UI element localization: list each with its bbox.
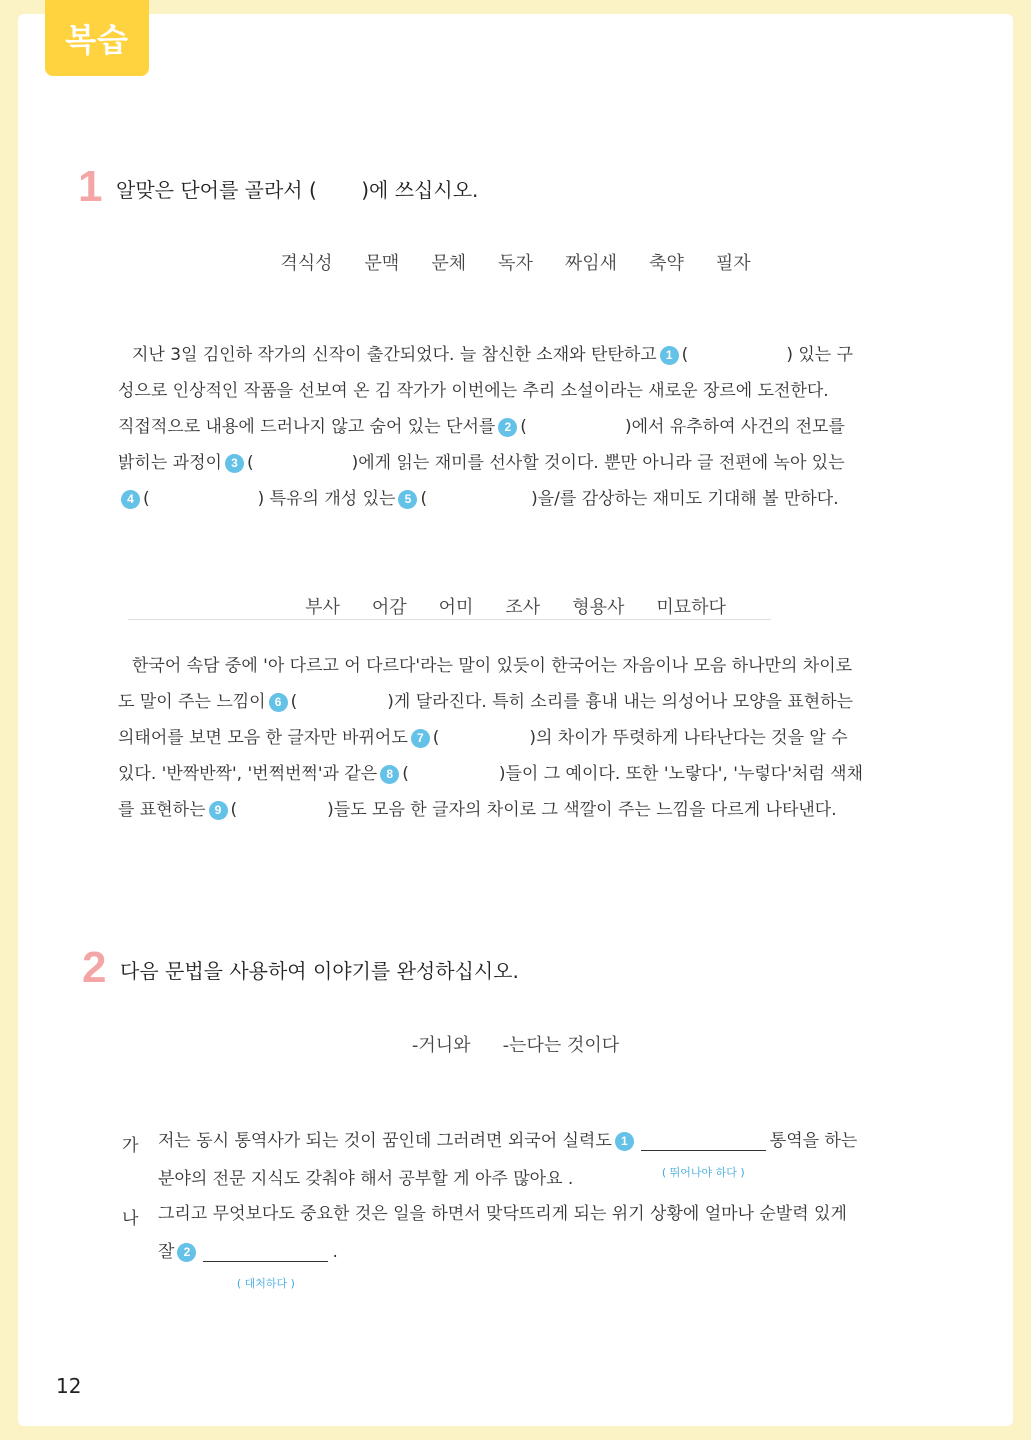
passage-text: 도 말이 주는 느낌이: [118, 692, 266, 712]
answer-blank[interactable]: [203, 1243, 328, 1290]
passage-text: )에게 읽는 재미를 선사할 것이다. 뿐만 아니라 글 전편에 녹아 있는: [351, 453, 845, 473]
speaker-ga-label: 가: [122, 1136, 139, 1156]
grammar-item: -는다는 것이다: [502, 1035, 620, 1056]
word-bank-item: 축약: [649, 253, 684, 274]
review-tag: 복습: [45, 0, 149, 76]
question-1-title: 알맞은 단어를 골라서 ( )에 쓰십시오.: [116, 178, 479, 202]
passage-text: ) 있는 구: [786, 345, 854, 365]
question-2-number: 2: [82, 943, 107, 992]
passage-text: 를 표현하는: [118, 800, 206, 820]
blank-hint: ( 대처하다 ): [236, 1276, 295, 1290]
dialog-na: [158, 1195, 878, 1290]
passage-2: 한국어 속담 중에 '아 다르고 어 다르다'라는 말이 있듯이 한국어는 자음이나 모음 하나만의 차이로 도 말이 주는 느낌이 6 ( )게 달라진다. 특히 소리를 흉내 내는 의성어나 모양을 표현하는 의태어를 보면 모음 한 글자만 바뀌어도 7 ( )의 차이가 뚜렷하게 나타난다는 것을 알 수 있다. '반짝반짝', '번쩍번쩍'과 같은 8 ( )들이 그 예이다. 또한 '노랗다', '누렇다'처럼 색채 를 표현하는 9 ( )들도 모음 한 글자의 차이로 그 색깔이 주는 느낌을 다르게 나타낸다.: [118, 648, 874, 828]
speaker-na-label: 나: [122, 1209, 139, 1229]
dialog-text: .: [332, 1242, 338, 1262]
divider: [128, 619, 771, 620]
blank-number-badge: 8: [380, 765, 399, 784]
question-1-number: 1: [78, 162, 103, 211]
question-2-title: 다음 문법을 사용하여 이야기를 완성하십시오.: [120, 959, 519, 983]
passage-text: )에서 유추하여 사건의 전모를: [624, 417, 845, 437]
passage-text: ) 특유의 개성 있는: [257, 489, 396, 509]
blank-number-badge: 9: [209, 801, 228, 820]
word-bank-item: 부사: [305, 597, 340, 618]
passage-text: 한국어 속담 중에 '아 다르고 어 다르다'라는 말이 있듯이 한국어는 자음이나 모음 하나만의 차이로: [132, 656, 853, 676]
passage-text: 직접적으로 내용에 드러나지 않고 숨어 있는 단서를: [118, 417, 496, 437]
word-bank-item: 어감: [371, 597, 407, 618]
grammar-item: -거니와: [411, 1035, 471, 1056]
word-bank-item: 격식성: [280, 253, 333, 274]
word-bank-item: 문맥: [364, 253, 400, 274]
passage-text: )의 차이가 뚜렷하게 나타난다는 것을 알 수: [529, 728, 848, 748]
passage-text: )을/를 감상하는 재미도 기대해 볼 만하다.: [531, 489, 839, 509]
blank-number-badge: 6: [269, 693, 288, 712]
blank-number-badge: 1: [615, 1132, 634, 1151]
word-bank-item: 조사: [505, 597, 541, 618]
passage-text: 있다. '반짝반짝', '번쩍번쩍'과 같은: [118, 764, 378, 784]
dialog-text: 그리고 무엇보다도 중요한 것은 일을 하면서 맞닥뜨리게 되는 위기 상황에 얼마나 순발력 있게: [158, 1204, 847, 1224]
blank-number-badge: 3: [225, 454, 244, 473]
word-bank-item: 독자: [498, 253, 533, 274]
passage-1: 지난 3일 김인하 작가의 신작이 출간되었다. 늘 참신한 소재와 탄탄하고 1 ( ) 있는 구 성으로 인상적인 작품을 선보여 온 김 작가가 이번에는 추리 소설이라는 새로운 장르에 도전한다. 직접적으로 내용에 드러나지 않고 숨어 있는 단서를 2 ( )에서 유추하여 사건의 전모를 밝히는 과정이 3 ( )에게 읽는 재미를 선사할 것이다. 뿐만 아니라 글 전편에 녹아 있는 4 ( ) 특유의 개성 있는 5 ( )을/를 감상하는 재미도 기대해 볼 만하다.: [118, 337, 874, 517]
blank-number-badge: 7: [411, 729, 430, 748]
dialog-text: 저는 동시 통역사가 되는 것이 꿈인데 그러려면 외국어 실력도: [158, 1131, 612, 1151]
blank-hint: ( 뛰어나야 하다 ): [661, 1165, 745, 1179]
dialog-ga: [158, 1122, 878, 1198]
dialog-text: 잘: [158, 1242, 175, 1262]
word-bank-item: 문체: [431, 253, 467, 274]
word-bank-1: [0, 249, 1031, 275]
passage-text: )들이 그 예이다. 또한 '노랗다', '누렇다'처럼 색채: [498, 764, 863, 784]
passage-text: 지난 3일 김인하 작가의 신작이 출간되었다. 늘 참신한 소재와 탄탄하고: [132, 345, 657, 365]
word-bank-2: [0, 593, 1031, 619]
blank-number-badge: 5: [398, 490, 417, 509]
word-bank-item: 필자: [715, 253, 751, 274]
passage-text: )들도 모음 한 글자의 차이로 그 색깔이 주는 느낌을 다르게 나타낸다.: [327, 800, 837, 820]
passage-text: 의태어를 보면 모음 한 글자만 바뀌어도: [118, 728, 408, 748]
grammar-bank: [0, 1031, 1031, 1057]
answer-blank[interactable]: [641, 1132, 766, 1179]
passage-text: 성으로 인상적인 작품을 선보여 온 김 작가가 이번에는 추리 소설이라는 새로운 장르에 도전한다.: [118, 381, 829, 401]
blank-number-badge: 2: [177, 1243, 196, 1262]
blank-number-badge: 2: [498, 418, 517, 437]
word-bank-item: 어미: [438, 597, 474, 618]
page-number: 12: [56, 1374, 82, 1398]
passage-text: 밝히는 과정이: [118, 453, 222, 473]
blank-number-badge: 1: [660, 346, 679, 365]
dialog-text: 분야의 전문 지식도 갖춰야 해서 공부할 게 아주 많아요 .: [158, 1169, 574, 1189]
passage-text: )게 달라진다. 특히 소리를 흉내 내는 의성어나 모양을 표현하는: [387, 692, 854, 712]
word-bank-item: 형용사: [572, 597, 625, 618]
dialog-text: 통역을 하는: [769, 1131, 858, 1151]
word-bank-item: 미묘하다: [656, 597, 726, 618]
word-bank-item: 짜임새: [564, 253, 618, 274]
blank-number-badge: 4: [121, 490, 140, 509]
